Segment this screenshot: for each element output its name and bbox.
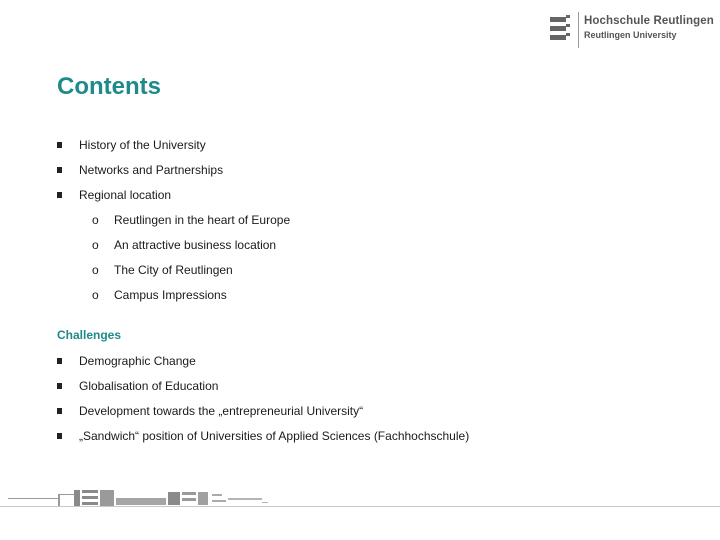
circle-bullet-icon: o	[92, 238, 99, 252]
footer-decoration	[0, 488, 720, 512]
logo-text	[584, 14, 714, 41]
logo-name-english: Reutlingen University	[584, 30, 677, 40]
challenges-heading: Challenges	[57, 328, 122, 342]
sub-list-item-label: The City of Reutlingen	[114, 263, 233, 277]
circle-bullet-icon: o	[92, 288, 99, 302]
list-item-label: „Sandwich“ position of Universities of Applied Sciences (Fachhochschule)	[79, 429, 470, 443]
list-item-label: Demographic Change	[79, 354, 196, 368]
coat-of-arms-icon	[548, 14, 572, 46]
square-bullet-icon	[57, 167, 62, 173]
list-item-label: History of the University	[79, 138, 206, 152]
square-bullet-icon	[57, 192, 62, 198]
list-item-label: Development towards the „entrepreneurial University“	[79, 404, 364, 418]
circle-bullet-icon: o	[92, 213, 99, 227]
sub-list-item-label: Reutlingen in the heart of Europe	[114, 213, 291, 227]
square-bullet-icon	[57, 142, 62, 148]
list-item-label: Regional location	[79, 188, 172, 202]
sub-list-item-label: Campus Impressions	[114, 288, 227, 302]
sub-list-item-label: An attractive business location	[114, 238, 277, 252]
list-item-label: Networks and Partnerships	[79, 163, 224, 177]
square-bullet-icon	[57, 408, 62, 414]
university-logo	[548, 12, 714, 48]
logo-name: Hochschule Reutlingen	[584, 15, 714, 27]
square-bullet-icon	[57, 358, 62, 364]
logo-divider	[578, 12, 579, 48]
list-item-label: Globalisation of Education	[79, 379, 219, 393]
slide-title: Contents	[57, 73, 161, 100]
circle-bullet-icon: o	[92, 263, 99, 277]
square-bullet-icon	[57, 433, 62, 439]
square-bullet-icon	[57, 383, 62, 389]
